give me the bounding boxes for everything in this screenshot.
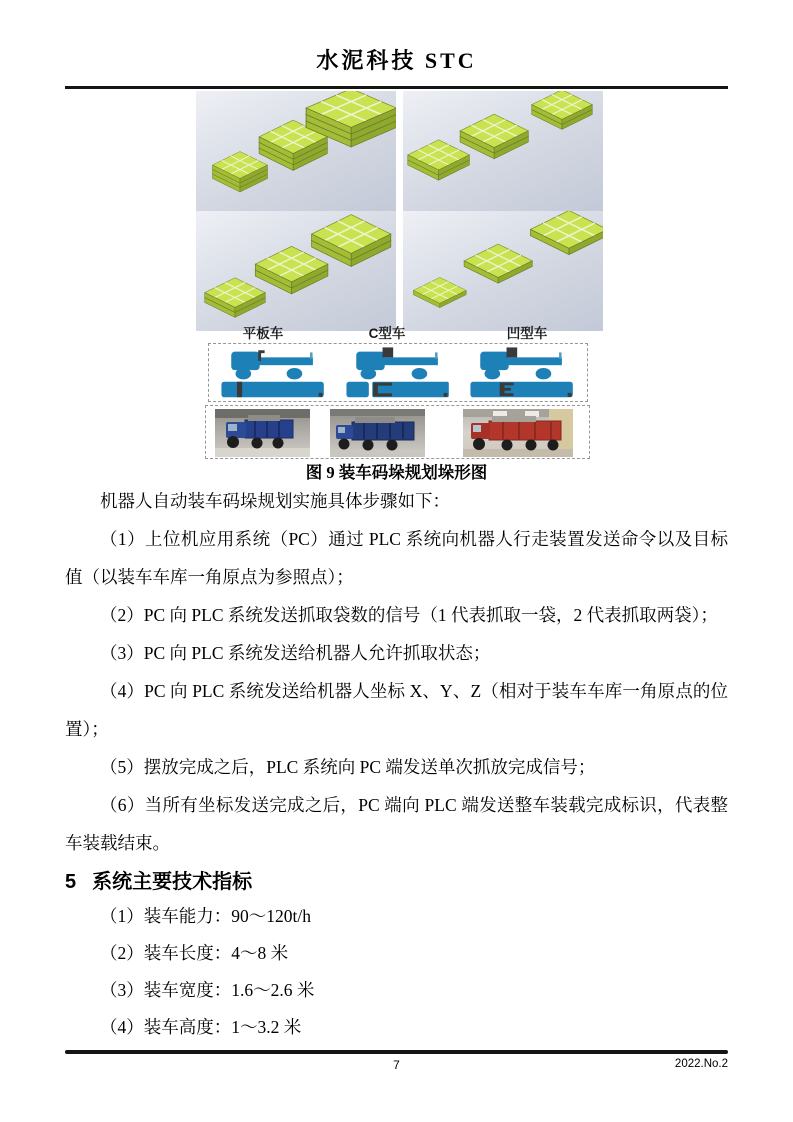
journal-title: 水泥科技 STC <box>316 48 477 73</box>
truck-photo-blue-c-type <box>330 409 425 457</box>
pallet-stacks-medium-icon <box>196 211 396 331</box>
truck-photo-box <box>205 405 590 459</box>
pallet-stacks-single-icon <box>403 211 603 331</box>
truck-photo-red-concave <box>463 409 573 457</box>
truck-type-labels <box>0 322 793 340</box>
step-paragraph-6: （6）当所有坐标发送完成之后，PC 端向 PLC 端发送整车装载完成标识，代表整车装载结束。 <box>65 795 728 853</box>
pallet-render-panel-top-left <box>196 91 396 211</box>
section-heading <box>65 866 728 898</box>
truck-top-view-flatbed-icon <box>214 380 333 399</box>
footer-page-number: 7 <box>393 1058 400 1072</box>
step-paragraph-4: （4）PC 向 PLC 系统发送给机器人坐标 X、Y、Z（相对于装车车库一角原点的位置）； <box>65 681 728 739</box>
step-paragraph-2: （2）PC 向 PLC 系统发送抓取袋数的信号（1 代表抓取一袋，2 代表抓取两袋）； <box>100 605 718 625</box>
article-body <box>65 482 728 1046</box>
step-paragraph-5: （5）摆放完成之后，PLC 系统向 PC 端发送单次抓放完成信号； <box>100 757 596 777</box>
truck-top-view-concave-icon <box>463 380 582 399</box>
header-rule <box>65 86 728 89</box>
truck-side-view-concave-icon <box>463 346 582 380</box>
section-title: 系统主要技术指标 <box>92 871 253 893</box>
truck-type-label-concave: 凹型车 <box>506 326 548 341</box>
spec-item-length: （2）装车长度：4～8 米 <box>100 943 289 963</box>
spec-item-height: （4）装车高度：1～3.2 米 <box>100 1017 302 1037</box>
pallet-render-panel-bottom-right <box>403 211 603 331</box>
schematic-column-c-type <box>339 345 458 400</box>
pallet-render-panel-bottom-left <box>196 211 396 331</box>
truck-type-label-flatbed: 平板车 <box>242 326 284 341</box>
truck-photo-blue-flatbed <box>215 409 310 457</box>
footer-issue-label: 2022.No.2 <box>674 1058 728 1070</box>
spec-item-width: （3）装车宽度：1.6～2.6 米 <box>100 980 315 1000</box>
step-paragraph-1: （1）上位机应用系统（PC）通过 PLC 系统向机器人行走装置发送命令以及目标值（以装车车库一角原点为参照点）； <box>65 529 728 587</box>
truck-schematic-box <box>208 343 588 402</box>
footer-rule <box>65 1050 728 1054</box>
render-column-right <box>403 91 603 331</box>
figure-caption: 图 9 装车码垛规划垛形图 <box>305 463 488 482</box>
intro-paragraph: 机器人自动装车码垛规划实施具体步骤如下： <box>100 491 450 511</box>
schematic-column-concave <box>463 345 582 400</box>
section-number: 5 <box>65 871 77 893</box>
truck-side-view-flatbed-icon <box>214 346 333 380</box>
truck-type-label-c-type: C型车 <box>368 326 406 341</box>
figure-render-grid <box>196 91 603 331</box>
truck-side-view-c-type-icon <box>339 346 458 380</box>
spec-item-capacity: （1）装车能力：90～120t/h <box>100 906 311 926</box>
step-paragraph-3: （3）PC 向 PLC 系统发送给机器人允许抓取状态； <box>100 643 491 663</box>
pallet-render-panel-top-right <box>403 91 603 211</box>
pallet-stacks-double-icon <box>403 91 603 211</box>
schematic-column-flatbed <box>214 345 333 400</box>
render-column-left <box>196 91 396 331</box>
pallet-stacks-thick-icon <box>196 91 396 211</box>
truck-top-view-c-type-icon <box>339 380 458 399</box>
